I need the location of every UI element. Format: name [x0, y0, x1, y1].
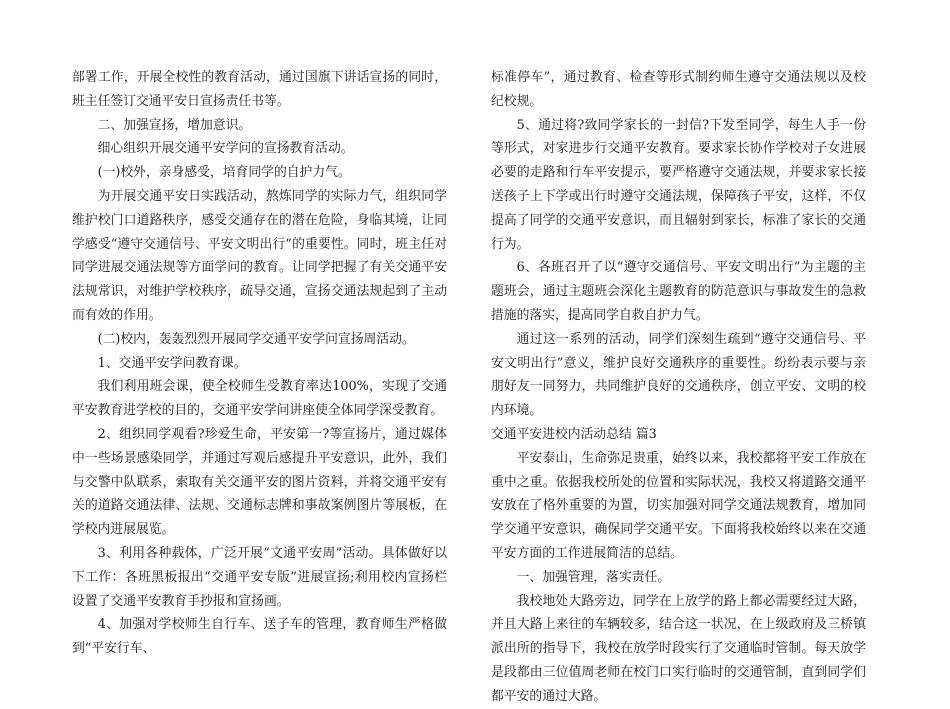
- list-item: 1、交通平安学问教育课。: [97, 355, 247, 371]
- paragraph: 为开展交通平安日实践活动，熬炼同学的实际力气，组织同学维护校门口道路秩序，感受交通存在的潜在危险，身临其境，让同学感受“遵守交通信号、平安文明出行”的重要性。同时，班主任对同学进展交通法规等方面学问的教育。让同学把握了有关交通平安法规常识，对维护学校秩序，疏导交通，宣扬交通法规起到了主动而有效的作用。: [72, 188, 447, 323]
- paragraph: 我们利用班会课，使全校师生受教育率达100%，实现了交通平安教育进学校的目的，交通平安学问讲座使全体同学深受教育。: [72, 379, 447, 419]
- list-item: 2、组织同学观看?珍爱生命，平安第一?等宣扬片，通过媒体中一些场景感染同学，并通过写观后感提升平安意识，此外，我们与交警中队联系，索取有关交通平安的图片资料，并将交通平安有关的道路交通法律、法规、交通标志牌和事故案例图片等展板，在学校内进展展览。: [72, 426, 447, 538]
- list-item: 6、各班召开了以“遵守交通信号、平安文明出行”为主题的主题班会，通过主题班会深化主题教育的防范意识与事故发生的急救措施的落实，提高同学自救自护力气。: [491, 260, 866, 323]
- list-item: 4、加强对学校师生自行车、送子车的管理，教育师生严格做到“平安行车、: [72, 617, 447, 657]
- paragraph: 通过这一系列的活动，同学们深刻生疏到“遵守交通信号、平安文明出行”意义，维护良好交通秩序的重要性。纷纷表示要与亲朋好友一同努力，共同维护良好的交通秩序，创立平安、文明的校内环境。: [491, 331, 866, 419]
- right-column: [491, 66, 866, 709]
- list-item: 3、利用各种载体，广泛开展“文通平安周”活动。具体做好以下工作：各班黑板报出“交通平安专版”进展宣扬;利用校内宣扬栏设置了交通平安教育手抄报和宣扬画。: [72, 545, 447, 609]
- section-heading: 二、加强宣扬，增加意识。: [97, 117, 252, 133]
- list-item: 5、通过将?致同学家长的一封信?下发至同学，每生人手一份等形式，对家进步行交通平安教育。要求家长协作学校对子女进展必要的走路和行车平安提示，要严格遵守交通法规，并要求家长接送孩子上下学或出行时遵守交通法规，保障孩子平安，这样，不仅提高了同学的交通平安意识，而且辐射到家长，标准了家长的交通行为。: [491, 117, 866, 252]
- paragraph: 我校地处大路旁边，同学在上放学的路上都必需要经过大路，并且大路上来往的车辆较多，结合这一状况，在上级政府及三桥镇派出所的指导下，我校在放学时段实行了交通临时管制。每天放学是段都由三位值周老师在校门口实行临时的交通管制，直到同学们都平安的通过大路。: [491, 593, 866, 704]
- left-column: [72, 66, 447, 661]
- section-heading: 一、加强管理，落实责任。: [516, 569, 671, 585]
- paragraph: 细心组织开展交通平安学问的宣扬教育活动。: [97, 141, 354, 157]
- paragraph: 平安泰山，生命弥足贵重，始终以来，我校都将平安工作放在重中之重。依据我校所处的位置和实际状况，我校又将道路交通平安放在了格外重要的为置，切实加强对同学交通法规教育，增加同学交通平安意识，确保同学交通平安。下面将我校始终以来在交通平安方面的工作进展简洁的总结。: [491, 450, 866, 561]
- article-title: 交通平安进校内活动总结 篇3: [491, 426, 657, 442]
- paragraph: 部署工作，开展全校性的教育活动，通过国旗下讲话宣扬的同时，班主任签订交通平安日宣扬责任书等。: [72, 70, 447, 109]
- subsection-heading: (一)校外，亲身感受，培育同学的自护力气。: [97, 165, 351, 181]
- subsection-heading: (二)校内，轰轰烈烈开展同学交通平安学问宣扬周活动。: [97, 331, 415, 347]
- paragraph: 标准停车”，通过教育、检查等形式制约师生遵守交通法规以及校纪校规。: [491, 70, 866, 109]
